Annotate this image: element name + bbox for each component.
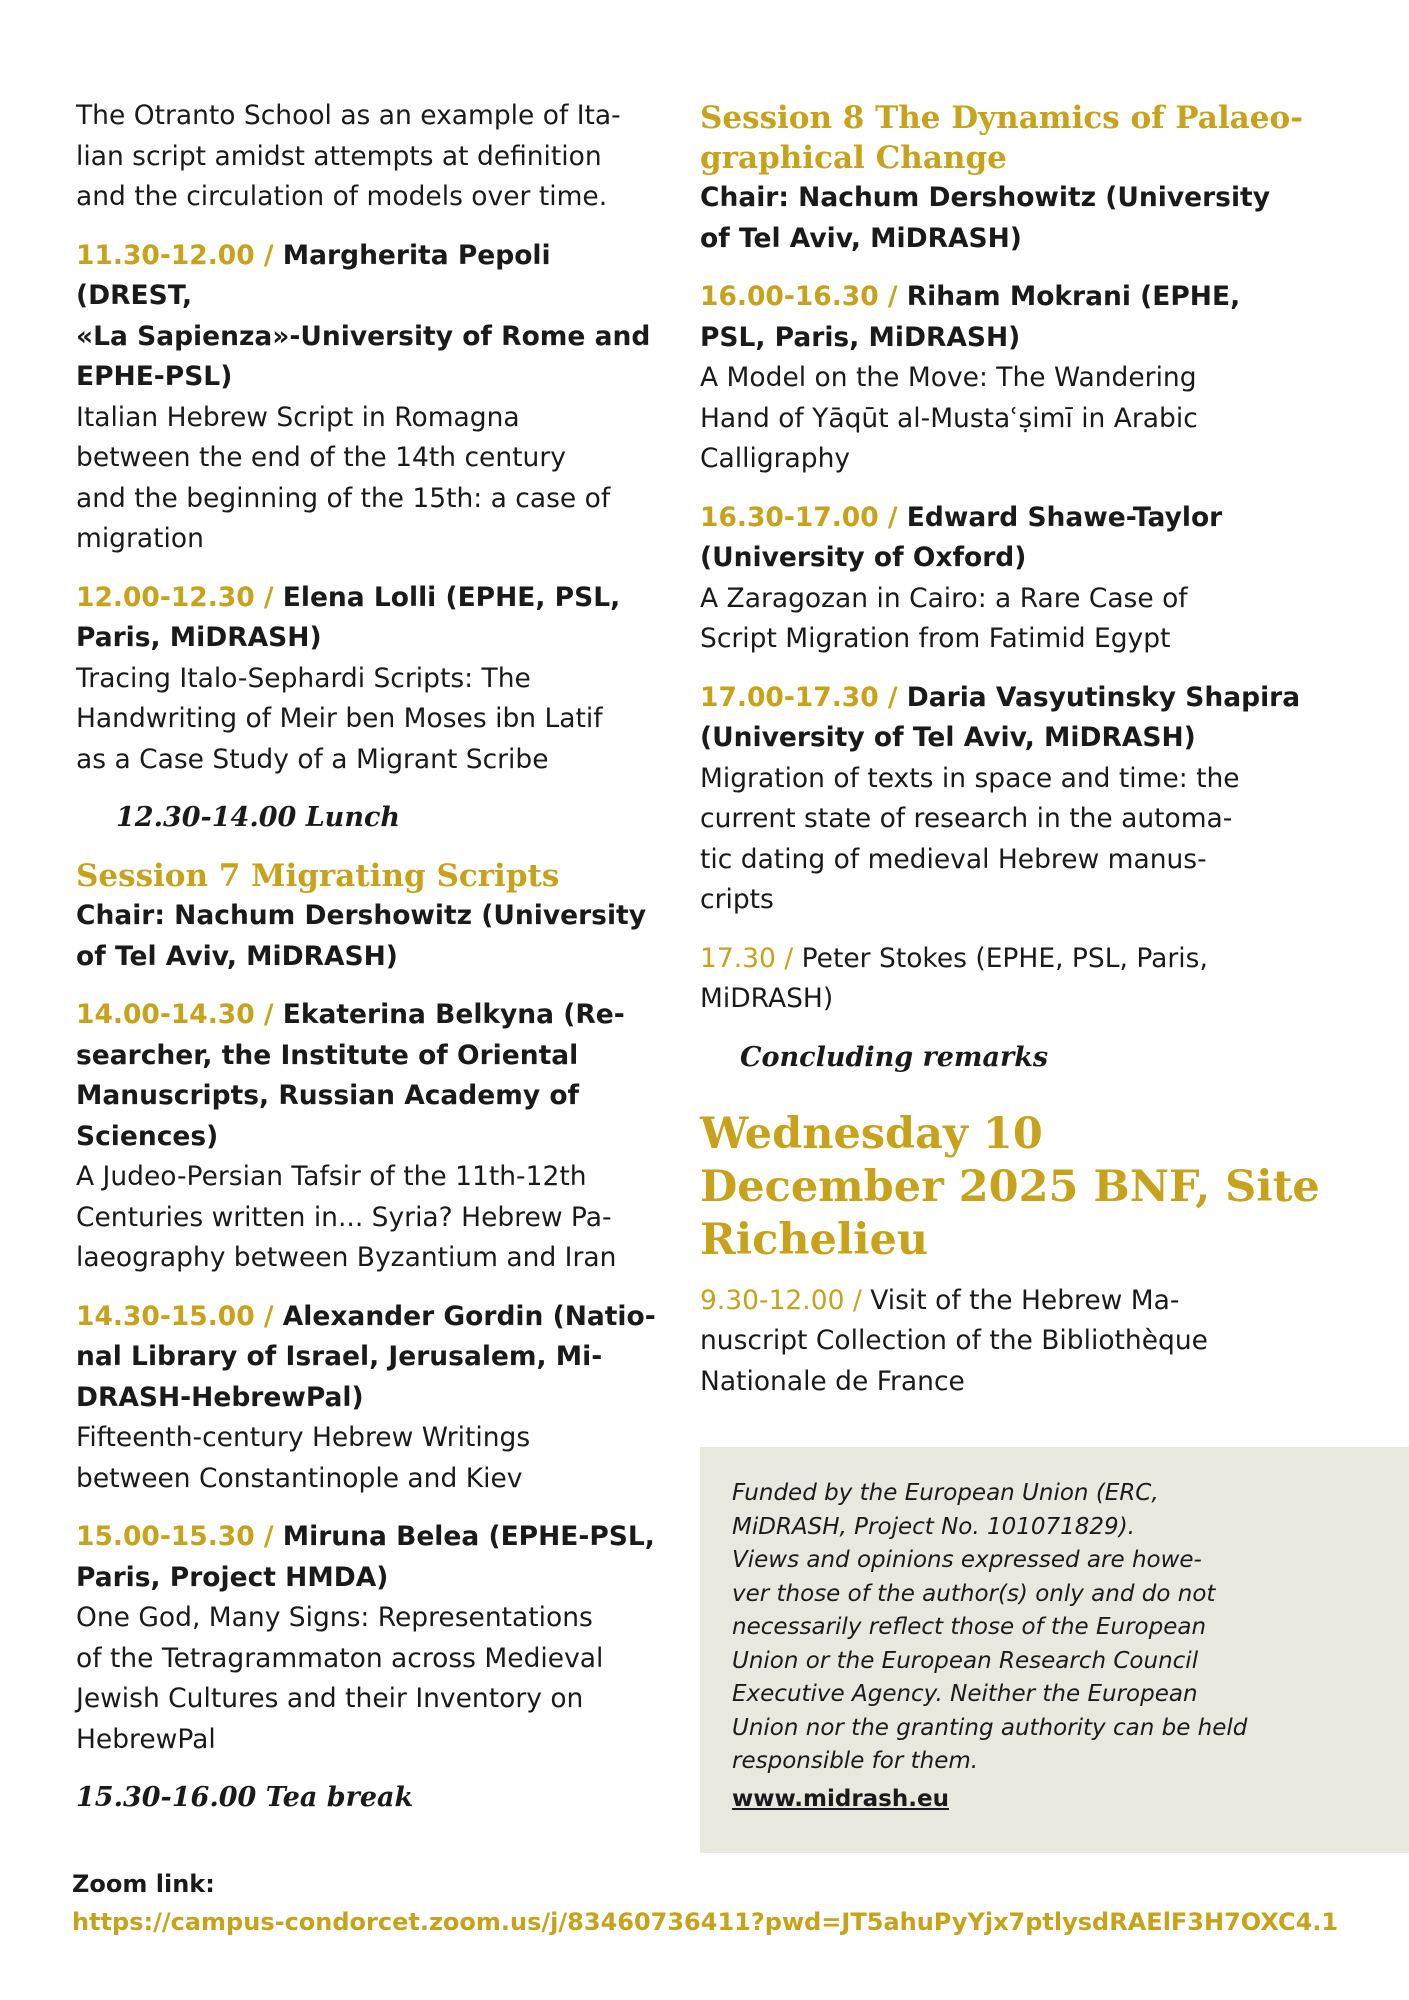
visit-text-line: Nationale de France — [700, 1365, 965, 1397]
talk-title-line: Calligraphy — [700, 443, 851, 474]
talk-header — [76, 1297, 656, 1338]
talk-title-line: HebrewPal — [76, 1723, 216, 1755]
intro-text — [76, 96, 656, 218]
session-title-line: graphical Change — [700, 140, 1007, 176]
left-column — [76, 96, 656, 1836]
time-slot: 14.00-14.30 / — [76, 999, 274, 1030]
chair-line: of Tel Aviv, MiDRASH) — [76, 940, 398, 972]
funding-line: MiDRASH, Project No. 101071829). — [732, 1513, 1135, 1540]
talk-header — [700, 277, 1320, 318]
talk-title-line: as a Case Study of a Migrant Scribe — [76, 743, 549, 775]
talk-header — [76, 578, 656, 619]
tea-break: 15.30-16.00 Tea break — [76, 1782, 414, 1813]
visit-header — [700, 1281, 1320, 1322]
talk-shapira — [700, 678, 1320, 921]
funding-line: Views and opinions expressed are howe- — [732, 1547, 1202, 1573]
talk-pepoli — [76, 236, 656, 560]
talk-title-line: and the beginning of the 15th: a case of — [76, 482, 611, 514]
zoom-link[interactable]: https://campus-condorcet.zoom.us/j/83460736411?pwd=JT5ahuPyYjx7ptlysdRAElF3H7OXC4.1 — [72, 1908, 1339, 1936]
visit-text-line: nuscript Collection of the Bibliothèque — [700, 1325, 1208, 1356]
time-slot: 14.30-15.00 / — [76, 1300, 274, 1332]
speaker-line: MiDRASH) — [700, 983, 834, 1014]
funding-notice — [700, 1447, 1409, 1853]
speaker: Ekaterina Belkyna (Re- — [273, 999, 625, 1030]
concluding-remarks: Concluding remarks — [740, 1041, 1049, 1073]
talk-header — [76, 1517, 656, 1558]
time-slot: 15.00-15.30 / — [76, 1521, 274, 1552]
speaker-line: nal Library of Israel, Jerusalem, Mi- — [76, 1341, 603, 1372]
talk-title-line: cripts — [700, 884, 774, 915]
chair-line: Chair: Nachum Dershowitz (University — [700, 182, 1270, 213]
speaker-line: Paris, Project HMDA) — [76, 1561, 389, 1593]
time-slot: 17.00-17.30 / — [700, 681, 898, 713]
speaker-line: Sciences) — [76, 1120, 219, 1152]
speaker-line: EPHE-PSL) — [76, 361, 233, 392]
talk-title-line: tic dating of medieval Hebrew manus- — [700, 843, 1207, 875]
funding-line: Union or the European Research Council — [732, 1647, 1199, 1674]
talk-mokrani — [700, 277, 1320, 480]
speaker: Miruna Belea (EPHE-PSL, — [273, 1521, 655, 1552]
talk-title-line: between Constantinople and Kiev — [76, 1462, 523, 1494]
lunch-break: 12.30-14.00 Lunch — [116, 802, 401, 833]
talk-title-line: A Zaragozan in Cairo: a Rare Case of — [700, 582, 1188, 614]
talk-title-line: of the Tetragrammaton across Medieval — [76, 1642, 604, 1674]
talk-title-line: Italian Hebrew Script in Romagna — [76, 401, 520, 433]
day-heading-line: Richelieu — [700, 1214, 929, 1265]
talk-title-line: Jewish Cultures and their Inventory on — [76, 1683, 584, 1714]
time-slot: 11.30-12.00 / — [76, 239, 274, 271]
day-heading-line: December 2025 BNF, Site — [700, 1161, 1320, 1212]
talk-title-line: laeography between Byzantium and Iran — [76, 1242, 617, 1273]
talk-title-line: between the end of the 14th century — [76, 442, 566, 473]
speaker-line: DRASH-HebrewPal) — [76, 1381, 364, 1413]
session-7 — [76, 856, 656, 977]
talk-stokes — [700, 939, 1320, 1020]
speaker: Edward Shawe-Taylor — [897, 501, 1223, 533]
session-title: Session 7 Migrating Scripts — [76, 858, 560, 894]
talk-header — [700, 939, 1320, 980]
text-line: and the circulation of models over time. — [76, 181, 608, 212]
funding-line: ver those of the author(s) only and do not — [732, 1580, 1216, 1607]
talk-title-line: Script Migration from Fatimid Egypt — [700, 623, 1171, 654]
visit-entry — [700, 1281, 1320, 1403]
speaker: Riham Mokrani (EPHE, — [897, 281, 1241, 312]
speaker-line: (University of Tel Aviv, MiDRASH) — [700, 722, 1196, 753]
talk-header — [700, 498, 1320, 539]
talk-header — [76, 236, 656, 317]
talk-lolli — [76, 578, 656, 781]
talk-title-line: Fifteenth-century Hebrew Writings — [76, 1422, 531, 1453]
talk-shawe-taylor — [700, 498, 1320, 660]
speaker: Daria Vasyutinsky Shapira — [897, 681, 1301, 713]
speaker: Elena Lolli (EPHE, PSL, — [273, 581, 621, 613]
funding-text — [732, 1477, 1348, 1779]
talk-title-line: A Judeo-Persian Tafsir of the 11th-12th — [76, 1161, 587, 1192]
time-slot: 17.30 / — [700, 942, 794, 974]
session-title-line: Session 8 The Dynamics of Palaeo- — [700, 100, 1304, 136]
talk-title-line: Centuries written in... Syria? Hebrew Pa- — [76, 1201, 612, 1233]
right-column — [700, 98, 1320, 1420]
visit-text: Visit of the Hebrew Ma- — [861, 1284, 1180, 1316]
session-8 — [700, 98, 1320, 259]
text-line: The Otranto School as an example of Ita- — [76, 100, 621, 131]
talk-header — [700, 678, 1320, 719]
talk-title-line: Hand of Yāqūt al-Mustaʿṣimī in Arabic — [700, 402, 1198, 434]
speaker-line: Paris, MiDRASH) — [76, 622, 322, 653]
funding-line: Executive Agency. Neither the European — [732, 1681, 1198, 1707]
speaker-line: searcher, the Institute of Oriental — [76, 1039, 579, 1071]
chair-line: of Tel Aviv, MiDRASH) — [700, 222, 1022, 254]
talk-belea — [76, 1517, 656, 1760]
talk-title-line: Handwriting of Meir ben Moses ibn Latif — [76, 703, 603, 734]
time-slot: 16.30-17.00 / — [700, 501, 898, 533]
funding-line: Union nor the granting authority can be held — [732, 1714, 1248, 1741]
speaker: Alexander Gordin (Natio- — [273, 1300, 656, 1332]
talk-gordin — [76, 1297, 656, 1500]
speaker: Margherita Pepoli (DREST, — [76, 239, 551, 311]
text-line: lian script amidst attempts at definition — [76, 140, 602, 172]
talk-header — [76, 995, 656, 1036]
talk-title-line: Migration of texts in space and time: the — [700, 762, 1240, 794]
funding-line: Funded by the European Union (ERC, — [732, 1480, 1159, 1506]
chair-line: Chair: Nachum Dershowitz (University — [76, 900, 646, 931]
midrash-website-link[interactable]: www.midrash.eu — [732, 1786, 949, 1812]
talk-title-line: One God, Many Signs: Representations — [76, 1602, 593, 1633]
talk-belkyna — [76, 995, 656, 1279]
talk-title-line: Tracing Italo-Sephardi Scripts: The — [76, 662, 531, 694]
speaker-line: «La Sapienza»-University of Rome and — [76, 320, 651, 352]
speaker-line: (University of Oxford) — [700, 542, 1027, 573]
time-slot: 16.00-16.30 / — [700, 281, 898, 312]
speaker: Peter Stokes (EPHE, PSL, Paris, — [793, 942, 1208, 974]
speaker-line: PSL, Paris, MiDRASH) — [700, 321, 1021, 353]
funding-line: necessarily reflect those of the European — [732, 1614, 1207, 1640]
talk-title-line: migration — [76, 523, 204, 554]
talk-title-line: current state of research in the automa- — [700, 803, 1233, 834]
day-heading — [700, 1108, 1320, 1267]
funding-line: responsible for them. — [732, 1748, 979, 1774]
speaker-line: Manuscripts, Russian Academy of — [76, 1080, 580, 1111]
time-slot: 12.00-12.30 / — [76, 581, 274, 613]
talk-title-line: A Model on the Move: The Wandering — [700, 362, 1197, 393]
zoom-label: Zoom link: — [72, 1870, 215, 1898]
time-slot: 9.30-12.00 / — [700, 1284, 862, 1316]
day-heading-line: Wednesday 10 — [700, 1108, 1043, 1159]
